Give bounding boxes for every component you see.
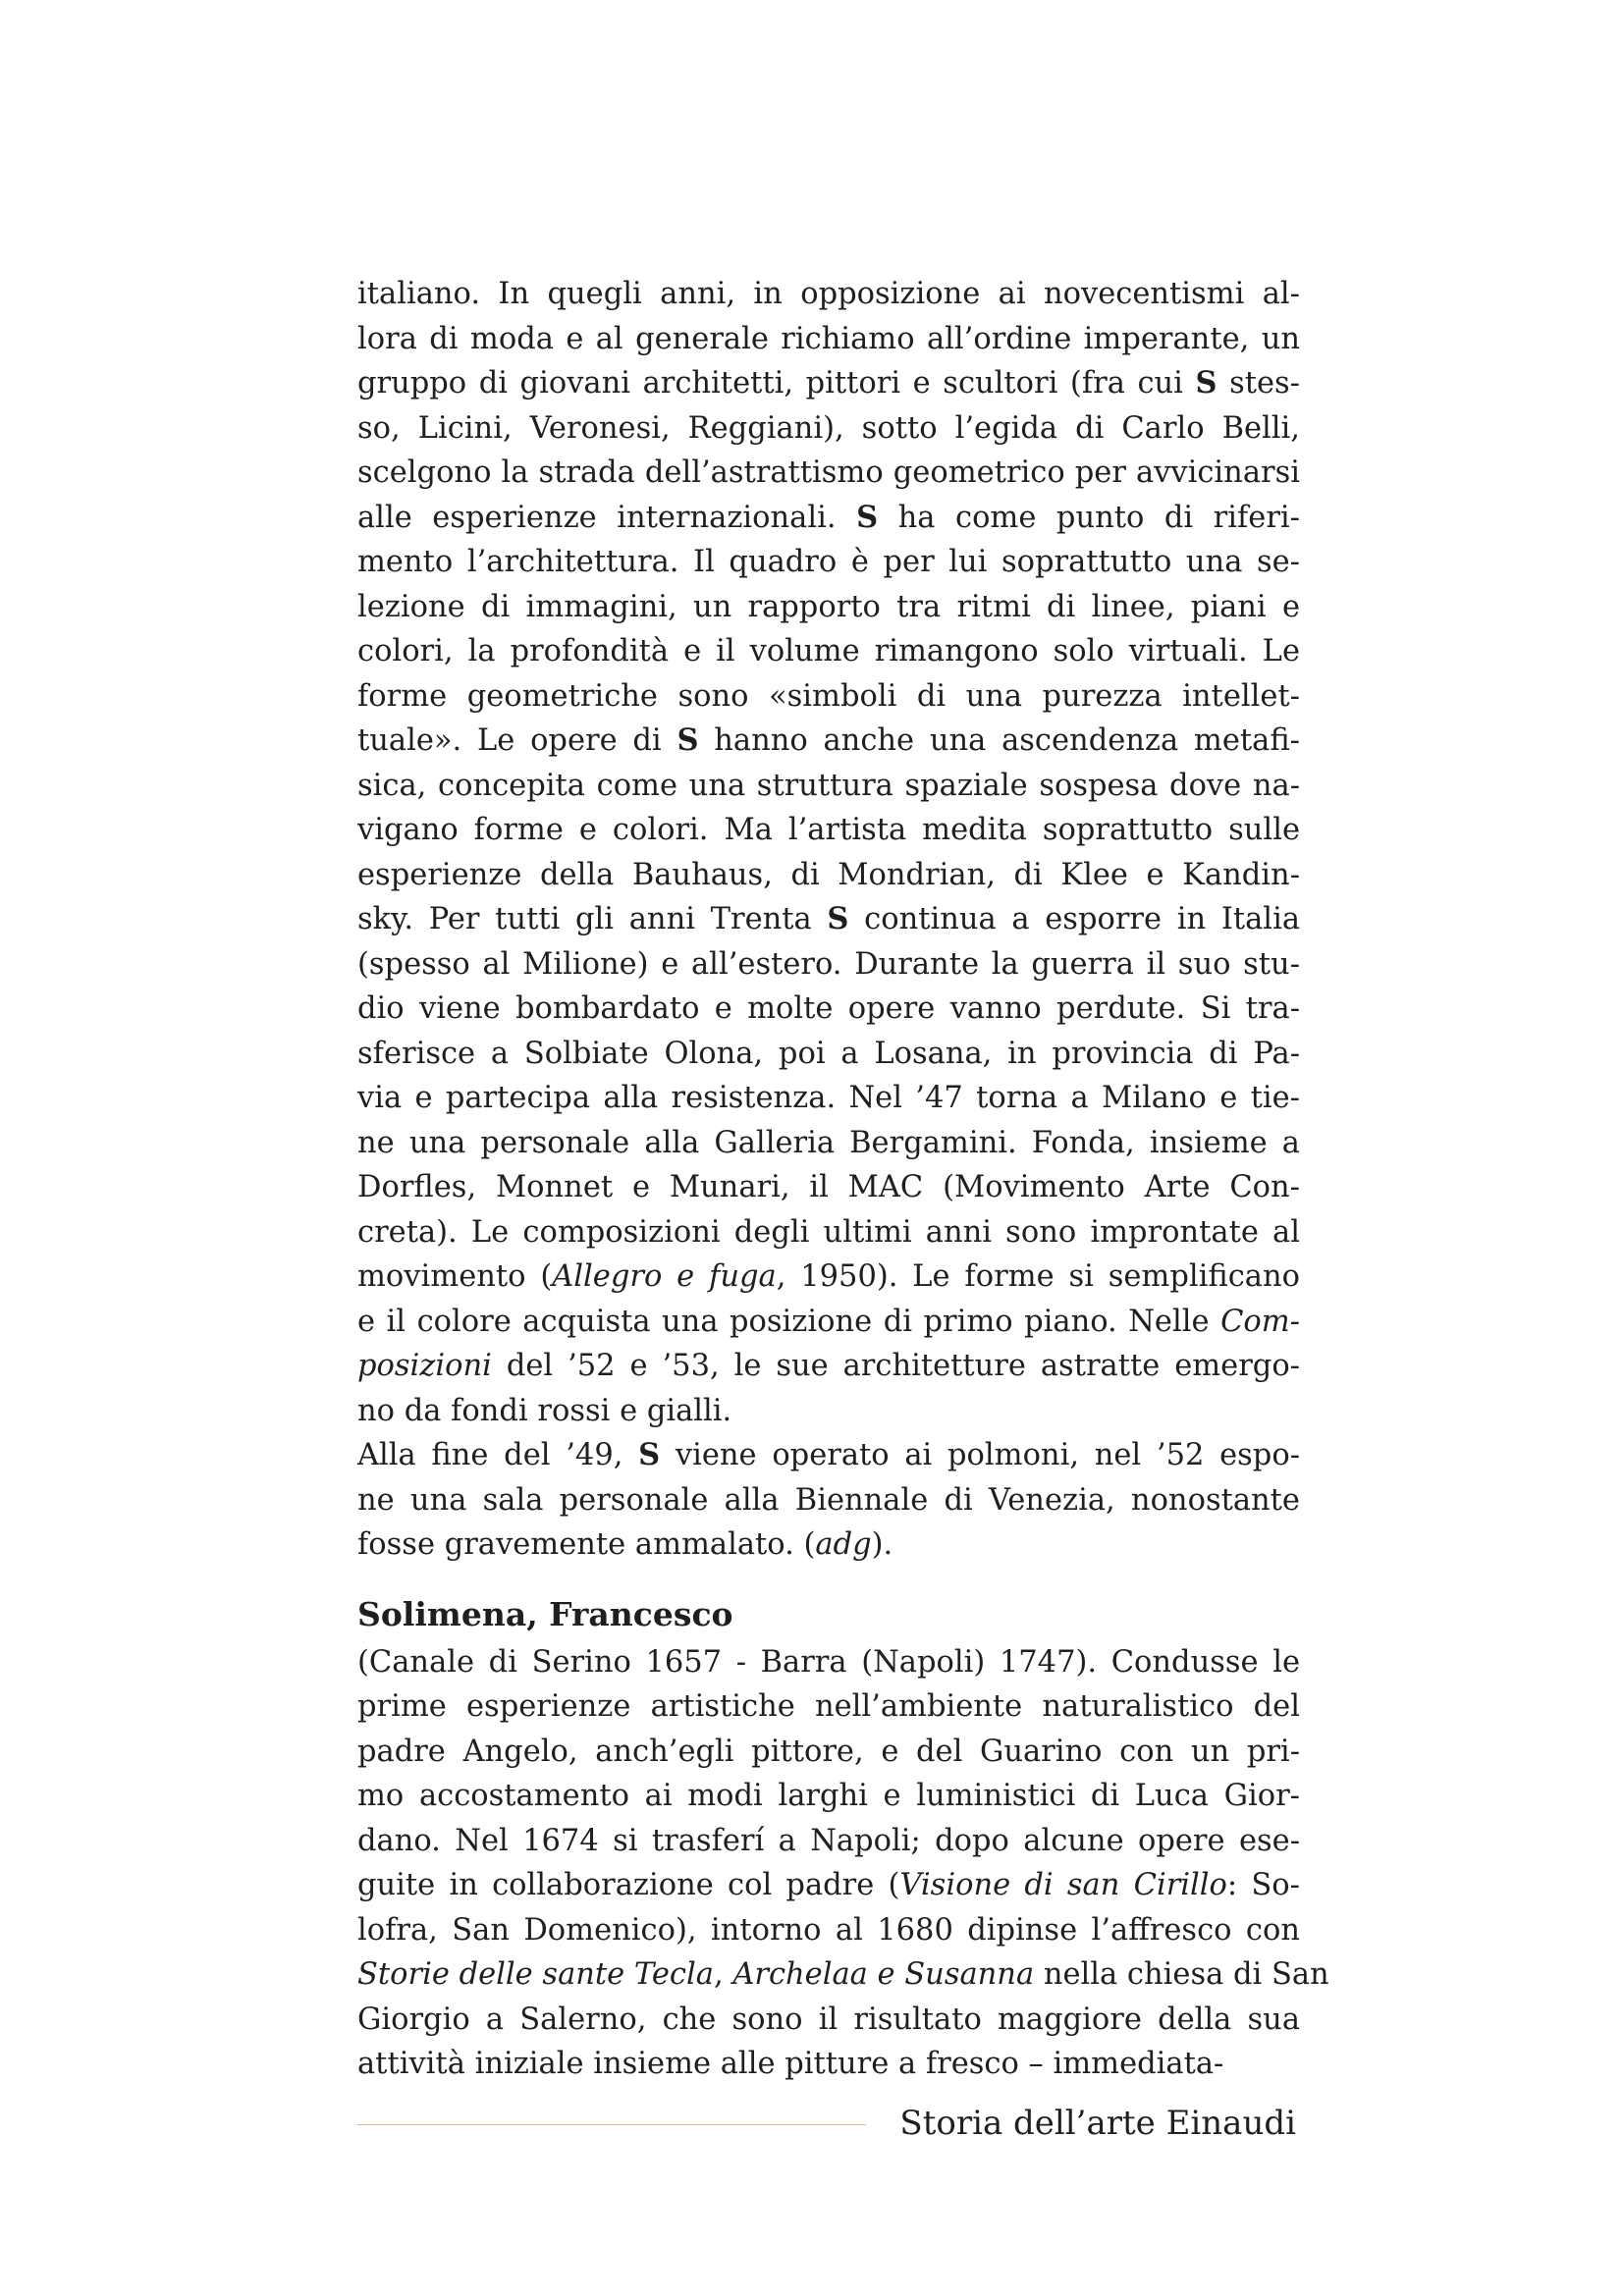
text-line: colori, la profondità e il volume rimangono solo virtuali. Le (357, 634, 1300, 668)
text-line: ne una sala personale alla Biennale di Venezia, nonostante (357, 1482, 1300, 1518)
text-line: forme geometriche sono «simboli di una purezza intellet- (357, 678, 1300, 714)
text-line: Storie delle sante Tecla, Archelaa e Susanna nella chiesa di San (357, 1957, 1329, 1992)
italic-title: Com- (1220, 1304, 1300, 1339)
italic-title: Visione di san Cirillo (899, 1868, 1227, 1902)
text-line: padre Angelo, anch’egli pittore, e del Guarino con un pri- (357, 1734, 1300, 1769)
text-line: italiano. In quegli anni, in opposizione ai novecentismi al- (357, 277, 1300, 311)
text-line: movimento (Allegro e fuga, 1950). Le forme si semplificano (357, 1259, 1300, 1294)
text-line: esperienze della Bauhaus, di Mondrian, di Klee e Kandin- (357, 857, 1300, 892)
italic-title: adg (815, 1527, 872, 1562)
text-line: via e partecipa alla resistenza. Nel ’47 torna a Milano e tie- (357, 1081, 1300, 1115)
text-line: so, Licini, Veronesi, Reggiani), sotto l’egida di Carlo Belli, (357, 410, 1300, 446)
text-line: no da fondi rossi e gialli. (357, 1393, 732, 1428)
footer-rule (357, 2124, 866, 2125)
text-line: sica, concepita come una struttura spaziale sospesa dove na- (357, 768, 1300, 803)
text-line: Alla fine del ’49, S viene operato ai polmoni, nel ’52 espo- (357, 1437, 1300, 1472)
page-text (357, 272, 1329, 2087)
text-line: alle esperienze internazionali. S ha come punto di riferi- (357, 499, 1300, 535)
bold-initial: S (676, 722, 699, 758)
text-line: Dorfles, Monnet e Munari, il MAC (Movimento Arte Con- (357, 1170, 1300, 1204)
entry-title: Solimena, Francesco (357, 1594, 733, 1633)
text-line: ne una personale alla Galleria Bergamini. Fonda, insieme a (357, 1125, 1300, 1160)
text-line: (spesso al Milione) e all’estero. Durante la guerra il suo stu- (357, 946, 1300, 982)
text-line: creta). Le composizioni degli ultimi anni sono improntate al (357, 1214, 1300, 1250)
text-line: tuale». Le opere di S hanno anche una ascendenza metafi- (357, 722, 1300, 758)
text-line: prime esperienze artistiche nell’ambiente naturalistico del (357, 1689, 1300, 1724)
text-line: dano. Nel 1674 si trasferí a Napoli; dopo alcune opere ese- (357, 1823, 1300, 1858)
entry-text (357, 1640, 1329, 2087)
italic-title: Archelaa e Susanna (732, 1957, 1035, 1992)
text-line: lofra, San Domenico), intorno al 1680 dipinse l’affresco con (357, 1912, 1300, 1948)
text-line: fosse gravemente ammalato. (adg). (357, 1527, 893, 1562)
text-line: (Canale di Serino 1657 - Barra (Napoli) 1747). Condusse le (357, 1644, 1300, 1680)
bold-initial: S (856, 499, 879, 535)
text-line: dio viene bombardato e molte opere vanno perdute. Si tra- (357, 991, 1300, 1026)
text-line: mento l’architettura. Il quadro è per lui soprattutto una se- (357, 545, 1300, 579)
italic-title: Storie delle sante Tecla (357, 1957, 714, 1992)
text-line: Giorgio a Salerno, che sono il risultato maggiore della sua (357, 2002, 1300, 2037)
text-line: attività iniziale insieme alle pitture a fresco – immediata- (357, 2047, 1224, 2081)
text-line: sferisce a Solbiate Olona, poi a Losana, in provincia di Pa- (357, 1036, 1300, 1071)
text-line: guite in collaborazione col padre (Visione di san Cirillo: So- (357, 1868, 1300, 1902)
body-text (357, 272, 1300, 1568)
text-line: lezione di immagini, un rapporto tra ritmi di linee, piani e (357, 589, 1300, 624)
text-line: vigano forme e colori. Ma l’artista medita soprattutto sulle (357, 813, 1300, 847)
text-line: posizioni del ’52 e ’53, le sue architetture astratte emergo- (357, 1349, 1300, 1383)
text-line: scelgono la strada dell’astrattismo geometrico per avvicinarsi (357, 455, 1300, 490)
italic-title: Allegro e fuga (552, 1259, 777, 1294)
text-line: gruppo di giovani architetti, pittori e scultori (fra cui S stes- (357, 365, 1300, 400)
footer-label: Storia dell’arte Einaudi (899, 2104, 1296, 2143)
italic-title: posizioni (357, 1349, 492, 1383)
bold-initial: S (638, 1437, 661, 1472)
bold-initial: S (827, 901, 849, 936)
text-line: lora di moda e al generale richiamo all’ordine imperante, un (357, 321, 1300, 356)
text-line: e il colore acquista una posizione di primo piano. Nelle Com- (357, 1304, 1300, 1339)
text-line: mo accostamento ai modi larghi e luministici di Luca Gior- (357, 1779, 1300, 1813)
text-line: sky. Per tutti gli anni Trenta S continua a esporre in Italia (357, 901, 1301, 936)
bold-initial: S (1195, 365, 1217, 400)
